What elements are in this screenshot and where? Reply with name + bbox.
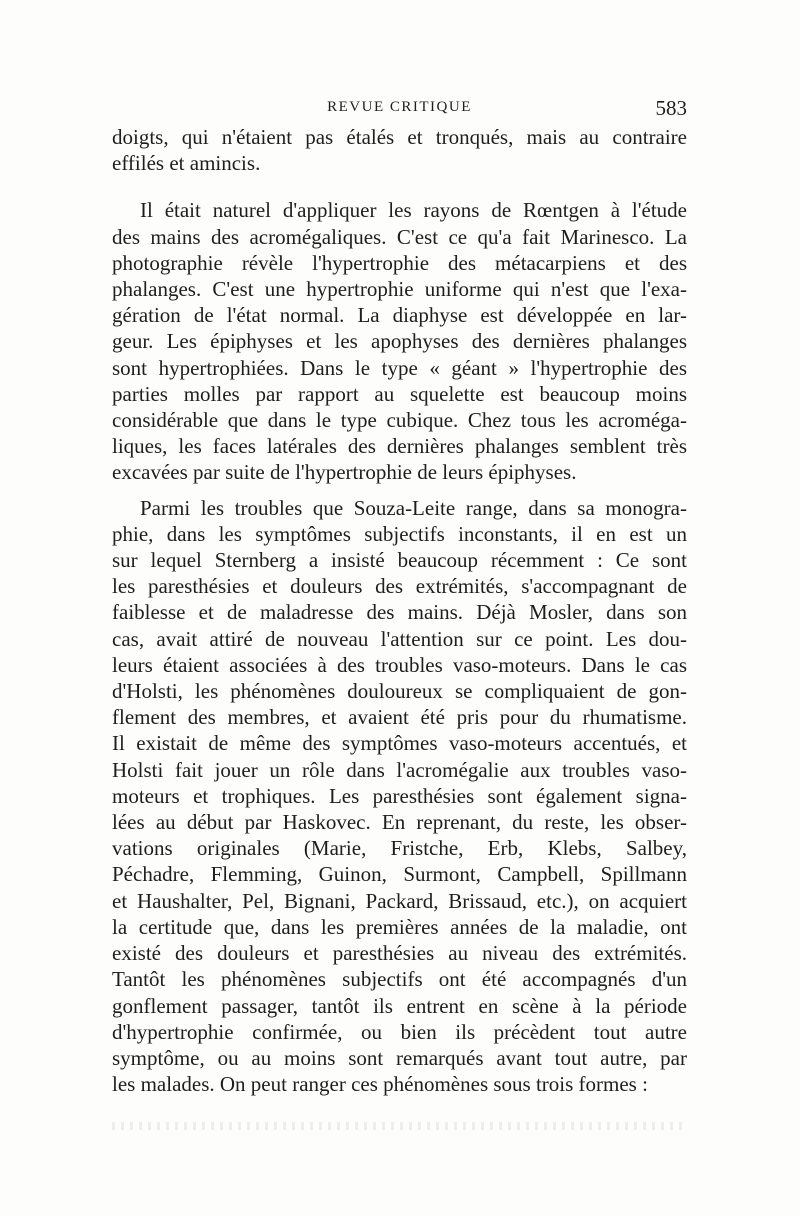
text-line: sont hypertrophiées. Dans le type « géant » l'hypertrophie des bbox=[112, 355, 687, 380]
text-line: excavées par suite de l'hypertrophie de leurs épiphyses. bbox=[112, 460, 577, 485]
text-line: les malades. On peut ranger ces phénomènes sous trois formes : bbox=[112, 1072, 648, 1097]
scan-smudge bbox=[112, 1122, 687, 1130]
text-line: symptôme, ou au moins sont remarqués avant tout autre, par bbox=[112, 1045, 687, 1070]
text-line: parties molles par rapport au squelette est beaucoup moins bbox=[112, 381, 687, 406]
text-line: les paresthésies et douleurs des extrémités, s'accompagnant de bbox=[112, 574, 687, 599]
text-line: Tantôt les phénomènes subjectifs ont été accompagnés d'un bbox=[112, 967, 687, 992]
text-line: Parmi les troubles que Souza-Leite range, dans sa monogra- bbox=[140, 495, 687, 520]
text-line: lées au début par Haskovec. En reprenant, du reste, les obser- bbox=[112, 810, 687, 835]
text-line: faiblesse et de maladresse des mains. Déjà Mosler, dans son bbox=[112, 600, 687, 625]
text-line: et Haushalter, Pel, Bignani, Packard, Brissaud, etc.), on acquiert bbox=[112, 888, 687, 913]
text-line: leurs étaient associées à des troubles vaso-moteurs. Dans le cas bbox=[112, 652, 687, 677]
running-head: REVUE CRITIQUE bbox=[327, 99, 472, 115]
text-line: Holsti fait jouer un rôle dans l'acromégalie aux troubles vaso- bbox=[112, 757, 687, 782]
text-line: liques, les faces latérales des dernières phalanges semblent très bbox=[112, 434, 687, 459]
text-line: Il était naturel d'appliquer les rayons de Rœntgen à l'étude bbox=[140, 198, 687, 223]
text-line: effilés et amincis. bbox=[112, 151, 261, 176]
text-line: d'hypertrophie confirmée, ou bien ils précèdent tout autre bbox=[112, 1019, 687, 1044]
text-line: flement des membres, et avaient été pris pour du rhumatisme. bbox=[112, 705, 687, 730]
text-line: gonflement passager, tantôt ils entrent en scène à la période bbox=[112, 993, 687, 1018]
text-line: moteurs et trophiques. Les paresthésies sont également signa- bbox=[112, 783, 687, 808]
text-line: photographie révèle l'hypertrophie des métacarpiens et des bbox=[112, 250, 687, 275]
paragraph-2 bbox=[112, 197, 687, 485]
body-text bbox=[112, 124, 687, 1097]
text-line: gération de l'état normal. La diaphyse est développée en lar- bbox=[112, 303, 687, 328]
text-line: cas, avait attiré de nouveau l'attention sur ce point. Les dou- bbox=[112, 626, 687, 651]
paragraph-1 bbox=[112, 124, 687, 176]
text-line: doigts, qui n'étaient pas étalés et tronqués, mais au contraire bbox=[112, 125, 687, 149]
text-line: phie, dans les symptômes subjectifs inconstants, il en est un bbox=[112, 521, 687, 546]
paragraph-3 bbox=[112, 495, 687, 1098]
text-line: considérable que dans le type cubique. Chez tous les acroméga- bbox=[112, 408, 687, 433]
text-line: la certitude que, dans les premières années de la maladie, ont bbox=[112, 914, 687, 939]
text-line: phalanges. C'est une hypertrophie uniforme qui n'est que l'exa- bbox=[112, 277, 687, 302]
text-line: Il existait de même des symptômes vaso-moteurs accentués, et bbox=[112, 731, 687, 756]
text-line: d'Holsti, les phénomènes douloureux se compliquaient de gon- bbox=[112, 679, 687, 704]
text-line: des mains des acromégaliques. C'est ce qu'a fait Marinesco. La bbox=[112, 224, 687, 249]
text-line: Péchadre, Flemming, Guinon, Surmont, Campbell, Spillmann bbox=[112, 862, 687, 887]
text-line: existé des douleurs et paresthésies au niveau des extrémités. bbox=[112, 941, 687, 966]
page-header bbox=[112, 96, 687, 120]
page-number: 583 bbox=[655, 96, 687, 120]
text-line: geur. Les épiphyses et les apophyses des dernières phalanges bbox=[112, 329, 687, 354]
text-line: sur lequel Sternberg a insisté beaucoup récemment : Ce sont bbox=[112, 548, 687, 573]
text-line: vations originales (Marie, Fristche, Erb, Klebs, Salbey, bbox=[112, 836, 687, 861]
